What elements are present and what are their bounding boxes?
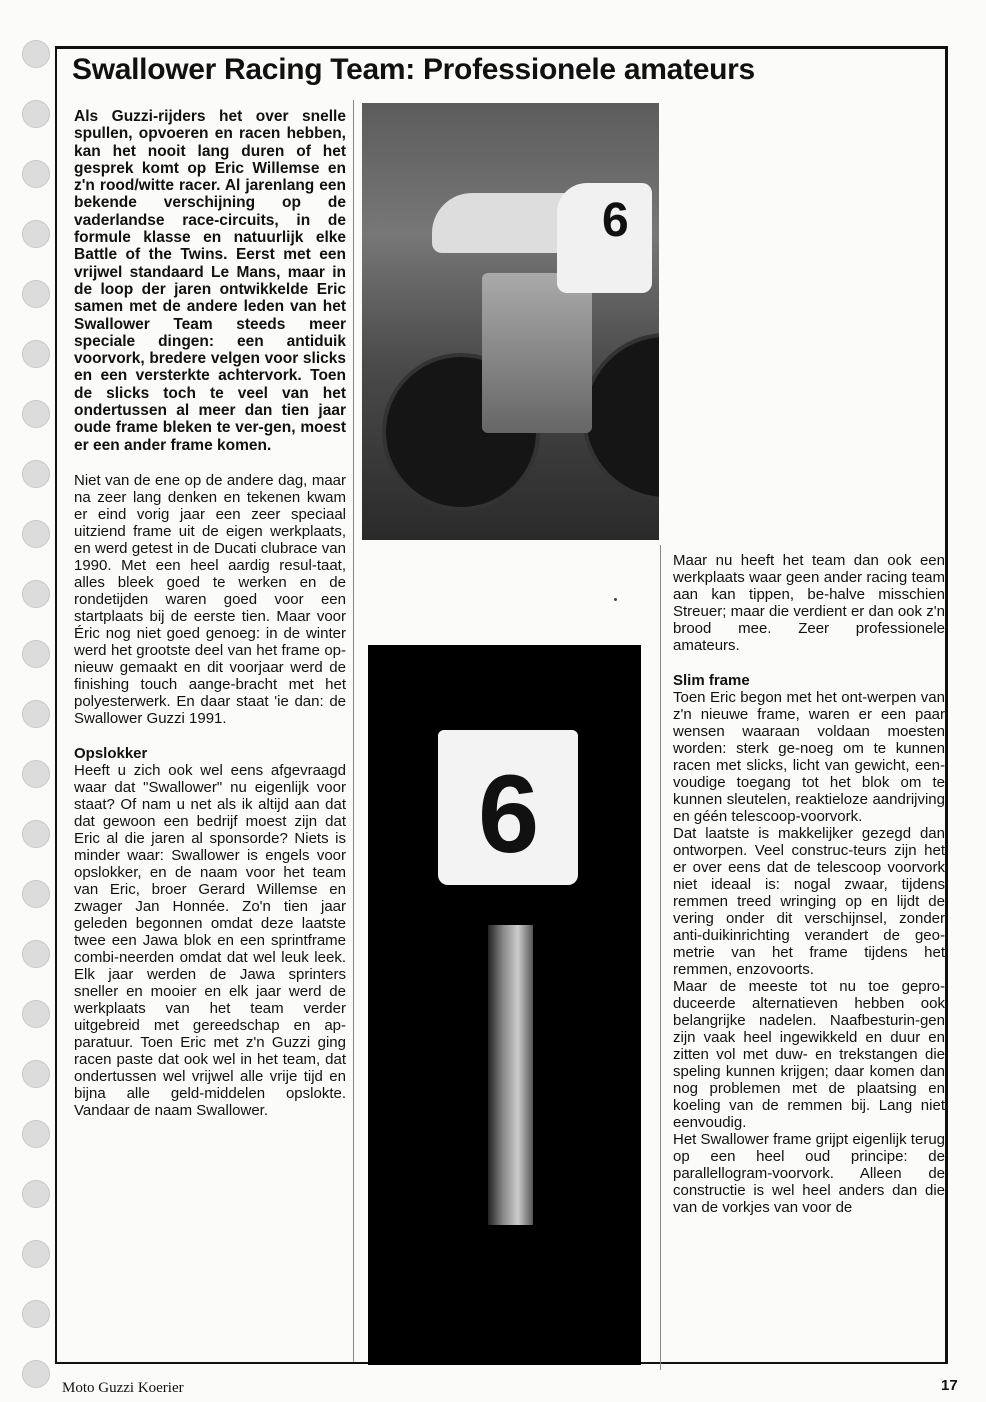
binder-hole xyxy=(22,580,50,608)
binder-hole xyxy=(22,1000,50,1028)
tail-section xyxy=(557,183,652,293)
motorcycle-side-photo xyxy=(362,103,659,540)
frame-border-left xyxy=(55,46,57,1364)
binder-hole xyxy=(22,1240,50,1268)
front-wheel xyxy=(582,333,659,501)
right-column xyxy=(673,552,945,1216)
frame-border-top xyxy=(55,46,948,49)
binder-holes xyxy=(0,0,60,1402)
binder-hole xyxy=(22,400,50,428)
speck xyxy=(614,598,617,601)
binder-hole xyxy=(22,1120,50,1148)
lead-paragraph: Als Guzzi-rijders het over snelle spullen, opvoeren en racen hebben, kan het nooit lang duren of het gesprek komt op Eric Willemse en z'n rood/witte racer. Al jarenlang een bekende verschijning op de vaderlandse race-circuits, in de formule klasse en natuurlijk elke Battle of the Twins. Eerst met een vrijwel standaard Le Mans, maar in de loop der jaren ontwikkelde Eric samen met de andere leden van het Swallower Team steeds meer speciale dingen: een antiduik voorvork, bredere velgen voor slicks en een versterkte achtervork. Toen de slicks toch te veel van het ondertussen al meer dan tien jaar oude frame bleken te ver-gen, moest er een ander frame komen. xyxy=(74,108,346,454)
article-title: Swallower Racing Team: Professionele amateurs xyxy=(72,53,755,86)
binder-hole xyxy=(22,640,50,668)
left-column xyxy=(74,108,346,1119)
body-paragraph: Toen Eric begon met het ont-werpen van z'n nieuwe frame, waren er een paar wensen waaraan voldaan moesten worden: sterk ge-noeg om te kunnen racen met slicks, licht van gewicht, een-voudige toegang tot het blok om te kunnen sleutelen, reaktieloze aandrijving en géén telescoop-voorvork. xyxy=(673,689,945,825)
plate-number: 6 xyxy=(478,753,540,876)
magazine-name: Moto Guzzi Koerier xyxy=(62,1380,184,1396)
engine-block xyxy=(482,273,592,433)
body-paragraph: Maar nu heeft het team dan ook een werkplaats waar geen ander racing team aan kan tippen, be-halve misschien Streuer; maar die verdient er dan ook z'n brood mee. Zeer professionele amateurs. xyxy=(673,552,945,654)
binder-hole xyxy=(22,280,50,308)
binder-hole xyxy=(22,220,50,248)
binder-hole xyxy=(22,820,50,848)
column-divider-left xyxy=(353,100,354,1362)
binder-hole xyxy=(22,340,50,368)
binder-hole xyxy=(22,760,50,788)
binder-hole xyxy=(22,1060,50,1088)
tail-number: 6 xyxy=(602,194,629,247)
binder-hole xyxy=(22,40,50,68)
subheading-opslokker: Opslokker xyxy=(74,744,148,762)
binder-hole xyxy=(22,700,50,728)
subheading-slim-frame: Slim frame xyxy=(673,672,750,689)
binder-hole xyxy=(22,880,50,908)
front-fork xyxy=(488,925,533,1225)
body-paragraph: Niet van de ene op de andere dag, maar na zeer lang denken en tekenen kwam er eind vorig jaar een zeer speciaal uitziend frame uit de eigen werkplaats, en werd getest in de Ducati clubrace van 1990. Met een heel aardig resul-taat, alles bleek goed te werken en de rondetijden waren goed voor een startplaats bij de eerste tien. Maar voor Éric nog niet goed genoeg: in de winter werd het grootste deel van het frame op-nieuw gemaakt en dit voorjaar werd de finishing touch aange-bracht met het polyesterwerk. En daar staat 'ie dan: de Swallower Guzzi 1991. xyxy=(74,471,346,727)
binder-hole xyxy=(22,520,50,548)
binder-hole xyxy=(22,940,50,968)
binder-hole xyxy=(22,1300,50,1328)
binder-hole xyxy=(22,1360,50,1388)
body-paragraph: Dat laatste is makkelijker gezegd dan ontworpen. Veel construc-teurs zijn het er over eens dat de telescoop voorvork niet ideaal is: nogal zwaar, tijdens remmen treed wringing op en lijdt de vering onder dit verschijnsel, zonder anti-duikinrichting verandert de geo-metrie van het frame tijdens het remmen, enzovoorts. xyxy=(673,825,945,978)
binder-hole xyxy=(22,160,50,188)
frame-border-right xyxy=(945,46,948,1364)
body-paragraph: Maar de meeste tot nu toe gepro-duceerde alternatieven hebben ook belangrijke nadelen. Naafbesturin-gen zijn vaak heel ingewikkeld en duur en zitten vol met duw- en trekstangen die speling kunnen krijgen; daar komen dan nog problemen met de plaatsing en koeling van de remmen bij. Lang niet eenvoudig. xyxy=(673,978,945,1131)
number-plate xyxy=(438,730,578,885)
body-paragraph: Heeft u zich ook wel eens afgevraagd waar dat "Swallower" nu eigenlijk voor staat? Of nam u net als ik altijd aan dat dat gewoon een bedrijf moest zijn dat Eric al die jaren al sponsorde? Niets is minder waar: Swallower is engels voor opslokker, en de naam voor het team van Eric, broer Gerard Willemse en zwager Jan Honnée. Zo'n tien jaar geleden begonnen omdat deze laatste twee een Jawa blok en een sprintframe combi-neerden omdat dat wel leuk leek. Elk jaar werden de Jawa sprinters sneller en mooier en elk jaar werd de werkplaats van het team verder uitgebreid met gereedschap en ap-paratuur. Toen Eric met z'n Guzzi ging racen paste dat ook wel in het team, dat ondertussen wel vrijwel alle vrije tijd en bijna alle geld-middelen opslokte. Vandaar de naam Swallower. xyxy=(74,761,346,1119)
column-divider-right xyxy=(660,545,661,1370)
page-number: 17 xyxy=(941,1377,958,1394)
body-paragraph: Het Swallower frame grijpt eigenlijk terug op een heel oud principe: de parallellogram-voorvork. Alleen de constructie is wel heel anders dan die van de vorkjes van voor de xyxy=(673,1131,945,1216)
binder-hole xyxy=(22,1180,50,1208)
motorcycle-front-photo xyxy=(368,645,641,1365)
binder-hole xyxy=(22,100,50,128)
binder-hole xyxy=(22,460,50,488)
